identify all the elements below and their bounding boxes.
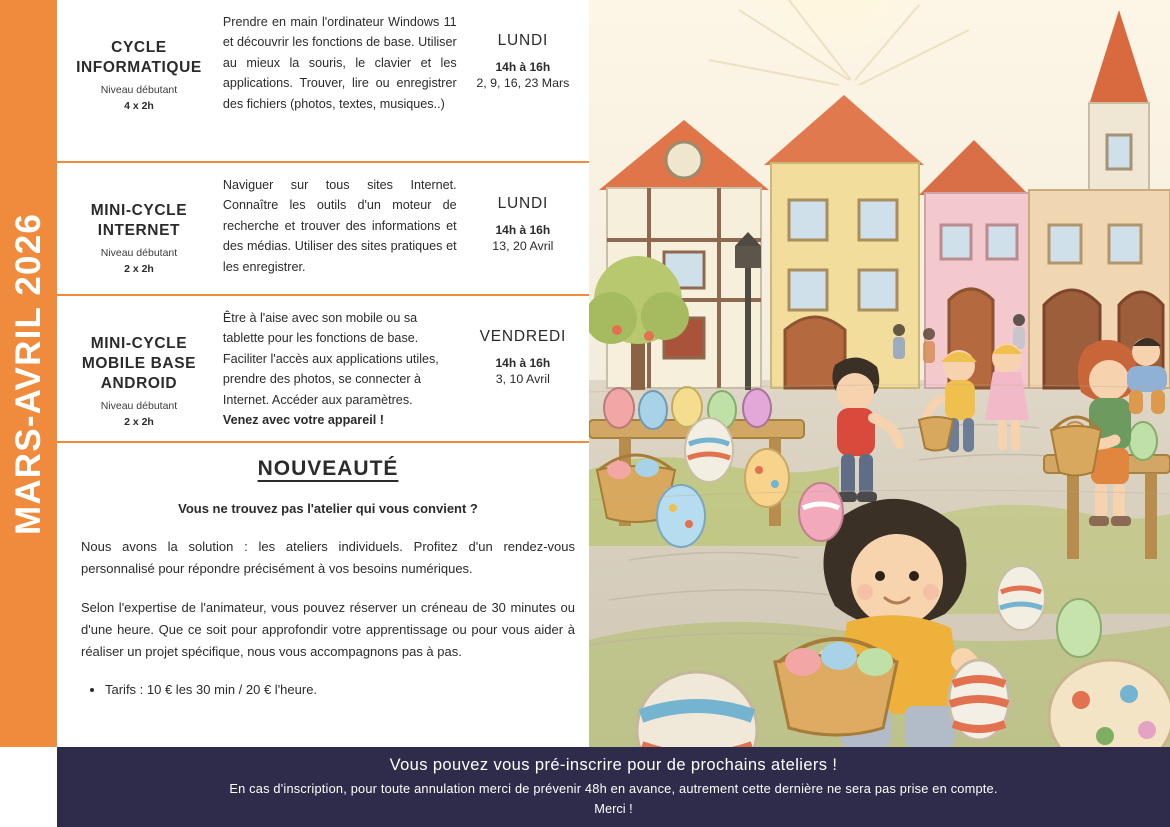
workshop-title-block: [63, 10, 219, 112]
list-item: • Tarifs : 10 € les 30 min / 20 € l'heure.: [105, 680, 575, 701]
workshop-schedule-block: [463, 10, 583, 90]
workshop-description-block: [219, 306, 463, 430]
workshop-schedule-block: [463, 306, 583, 386]
workshop-time: 14h à 16h: [495, 60, 551, 74]
workshop-description-note: Venez avec votre appareil !: [222, 412, 384, 427]
footer-banner: [57, 747, 1170, 827]
workshop-level: Niveau débutant: [100, 400, 178, 413]
workshop-schedule-block: [463, 173, 583, 253]
workshop-row: [57, 163, 589, 296]
workshop-description: Naviguer sur tous sites Internet. Connaître les outils d'un moteur de recherche et trouver des informations et des médias. Utiliser des sites pratiques et les enregistrer.: [222, 178, 457, 274]
footer-corner-blank: [0, 747, 57, 827]
workshop-title: MINI-CYCLE MOBILE BASE ANDROID: [81, 335, 197, 393]
nouveaute-question: Vous ne trouvez pas l'atelier qui vous convient ?: [178, 501, 478, 516]
workshop-dates: 13, 20 Avril: [492, 239, 554, 253]
easter-egg-hunt-village-illustration: [589, 0, 1170, 747]
workshop-level: Niveau débutant: [100, 84, 178, 97]
workshop-day: LUNDI: [497, 195, 549, 212]
workshop-hours: 2 x 2h: [124, 416, 154, 429]
workshop-day: LUNDI: [497, 32, 549, 49]
footer-note: En cas d'inscription, pour toute annulation merci de prévenir 48h en avance, autrement cette dernière ne sera pas prise en compte.: [229, 781, 998, 796]
nouveaute-paragraph-1: Nous avons la solution : les ateliers individuels. Profitez d'un rendez-vous personnalisé pour répondre précisément à vos besoins numériques.: [81, 539, 575, 577]
workshop-hours: 2 x 2h: [124, 263, 154, 276]
nouveaute-section: [57, 443, 589, 701]
spine-title: MARS-AVRIL 2026: [8, 212, 48, 535]
spine-banner: [0, 0, 57, 747]
workshops-panel: [57, 0, 589, 747]
workshop-description: Être à l'aise avec son mobile ou sa tablette pour les fonctions de base. Faciliter l'accès aux applications utiles, prendre des photos, se connecter à Internet. Accéder aux paramètres.: [222, 311, 439, 407]
workshop-title-block: [63, 306, 219, 428]
workshop-day: VENDREDI: [479, 328, 567, 345]
workshop-title: MINI-CYCLE INTERNET: [90, 202, 188, 240]
workshop-description: Prendre en main l'ordinateur Windows 11 et découvrir les fonctions de base. Utiliser au mieux la souris, le clavier et les applications. Trouver, lire ou enregistrer des fichiers (photos, textes, musiques..): [222, 15, 457, 111]
nouveaute-paragraph-2: Selon l'expertise de l'animateur, vous pouvez réserver un créneau de 30 minutes ou d'une heure. Que ce soit pour approfondir votre apprentissage ou pour vous aider à réaliser un projet spécifique, nous vous accompagnons pas à pas.: [81, 599, 575, 660]
workshop-dates: 2, 9, 16, 23 Mars: [476, 76, 570, 90]
workshop-time: 14h à 16h: [495, 223, 551, 237]
workshop-dates: 3, 10 Avril: [495, 372, 550, 386]
nouveaute-title: NOUVEAUTÉ: [257, 457, 399, 480]
workshop-time: 14h à 16h: [495, 356, 551, 370]
footer-thanks: Merci !: [594, 801, 633, 816]
workshop-row: [57, 296, 589, 443]
workshop-title: CYCLE INFORMATIQUE: [76, 39, 202, 77]
workshop-level: Niveau débutant: [100, 247, 178, 260]
workshop-row: [57, 0, 589, 163]
nouveaute-price-list: [81, 680, 575, 701]
workshop-title-block: [63, 173, 219, 275]
footer-headline: Vous pouvez vous pré-inscrire pour de prochains ateliers !: [389, 756, 838, 774]
workshop-hours: 4 x 2h: [124, 100, 154, 113]
